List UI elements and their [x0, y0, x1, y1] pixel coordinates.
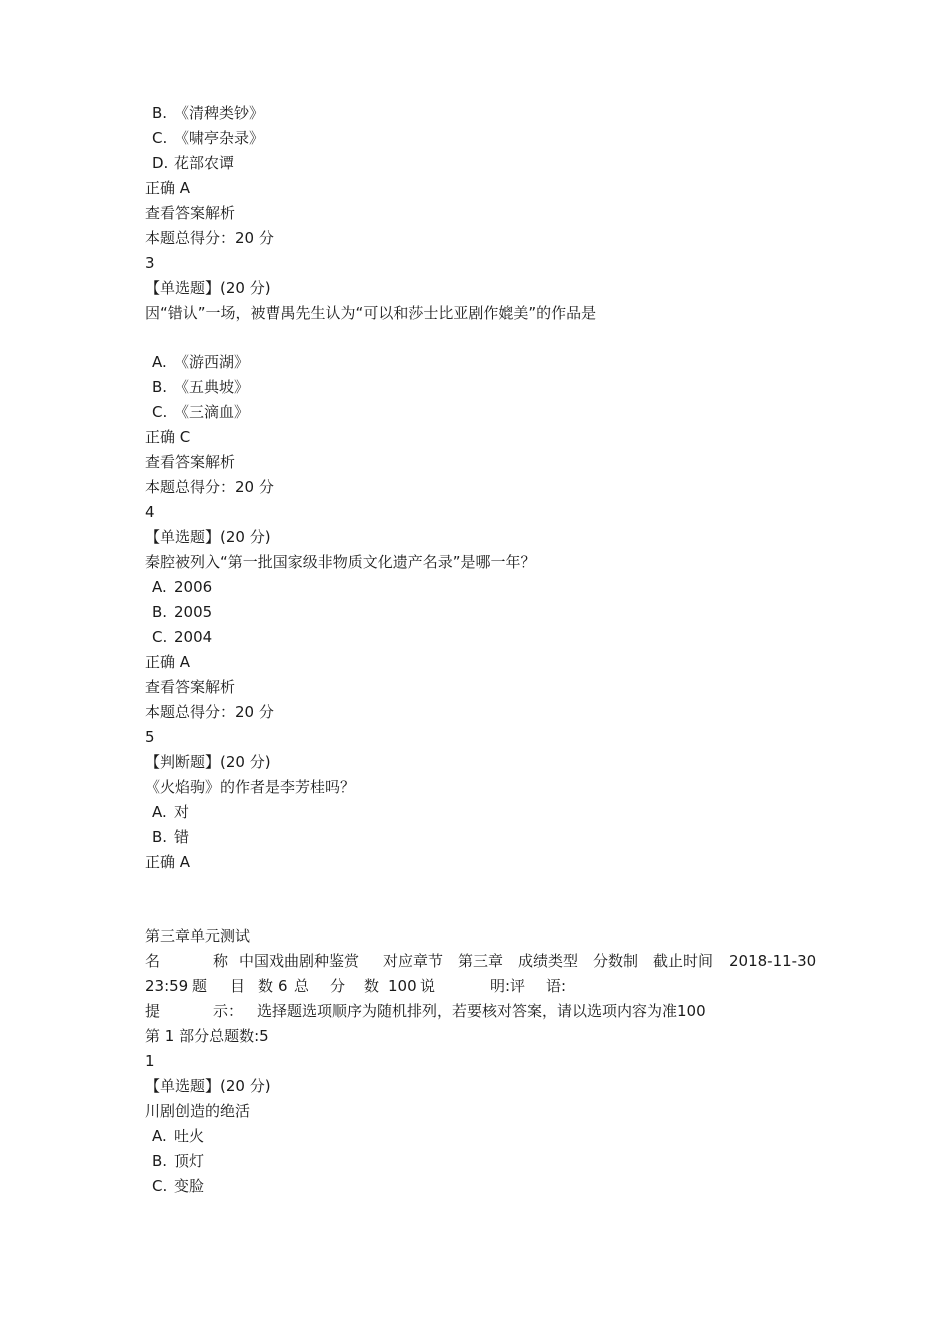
option-c[interactable]	[152, 625, 212, 650]
question-type: 【判断题】(20 分)	[145, 753, 271, 771]
view-analysis-link[interactable]: 查看答案解析	[145, 678, 236, 696]
comment-label: 语:	[546, 977, 567, 995]
option-letter: A.	[152, 353, 167, 371]
deadline-value: 2018-11-30	[729, 952, 817, 970]
name-label-char: 名	[145, 952, 161, 970]
grade-type-value: 分数制	[593, 952, 639, 970]
question-text: 秦腔被列入“第一批国家级非物质文化遗产名录”是哪一年？	[145, 553, 536, 571]
option-b[interactable]	[152, 825, 189, 850]
view-analysis-link[interactable]: 查看答案解析	[145, 453, 236, 471]
option-letter: C.	[152, 628, 168, 646]
view-analysis-link[interactable]: 查看答案解析	[145, 204, 236, 222]
note-label: 明:评	[490, 977, 526, 995]
option-b[interactable]	[152, 375, 249, 400]
question-number: 3	[145, 254, 155, 272]
option-c[interactable]	[152, 1174, 204, 1199]
question-type: 【单选题】(20 分)	[145, 1077, 271, 1095]
option-text: 花部农谭	[174, 154, 235, 172]
part-question-count: 第 1 部分总题数:5	[145, 1027, 269, 1045]
correct-answer: 正确 A	[145, 853, 191, 871]
chapter-value: 第三章	[458, 952, 504, 970]
option-b[interactable]	[152, 600, 212, 625]
tip-text: 选择题选项顺序为随机排列，若要核对答案，请以选项内容为准100	[257, 1002, 706, 1020]
correct-answer: 正确 A	[145, 653, 191, 671]
note-label-char: 说	[420, 977, 436, 995]
option-letter: A.	[152, 578, 167, 596]
option-text: 顶灯	[174, 1152, 205, 1170]
option-a[interactable]	[152, 800, 189, 825]
option-c[interactable]	[152, 400, 249, 425]
option-text: 《五典坡》	[174, 378, 250, 396]
option-c[interactable]	[152, 126, 264, 151]
option-a[interactable]	[152, 575, 212, 600]
option-text: 2004	[174, 628, 213, 646]
option-letter: B.	[152, 828, 168, 846]
option-text: 吐火	[174, 1127, 205, 1145]
tip-label: 示：	[213, 1002, 244, 1020]
option-text: 变脸	[174, 1177, 205, 1195]
question-text: 川剧创造的绝活	[145, 1102, 251, 1120]
option-letter: C.	[152, 129, 168, 147]
option-text: 2006	[174, 578, 213, 596]
option-a[interactable]	[152, 350, 249, 375]
question-score: 本题总得分：20 分	[145, 703, 274, 721]
correct-answer: 正确 A	[145, 179, 191, 197]
question-count-label-char: 题	[192, 977, 208, 995]
total-score-label-char: 分	[330, 977, 346, 995]
total-score-value: 100	[388, 977, 417, 995]
option-b[interactable]	[152, 1149, 204, 1174]
question-count-value: 6	[278, 977, 288, 995]
question-score: 本题总得分：20 分	[145, 229, 274, 247]
section-title: 第三章单元测试	[145, 927, 251, 945]
option-letter: B.	[152, 104, 168, 122]
option-text: 《清稗类钞》	[174, 104, 265, 122]
question-number: 1	[145, 1052, 155, 1070]
question-number: 4	[145, 503, 155, 521]
question-type: 【单选题】(20 分)	[145, 279, 271, 297]
option-letter: A.	[152, 803, 167, 821]
option-letter: C.	[152, 403, 168, 421]
option-b[interactable]	[152, 101, 264, 126]
deadline-time: 23:59	[145, 977, 189, 995]
option-text: 2005	[174, 603, 213, 621]
chapter-label: 对应章节	[383, 952, 444, 970]
option-letter: B.	[152, 378, 168, 396]
question-count-label-char: 数	[258, 977, 274, 995]
option-letter: B.	[152, 1152, 168, 1170]
question-count-label-char: 目	[230, 977, 246, 995]
option-text: 对	[174, 803, 190, 821]
deadline-label: 截止时间	[653, 952, 714, 970]
option-text: 《游西湖》	[174, 353, 250, 371]
name-label-char: 称	[213, 952, 229, 970]
question-text: 《火焰驹》的作者是李芳桂吗？	[145, 778, 356, 796]
grade-type-label: 成绩类型	[518, 952, 579, 970]
option-letter: A.	[152, 1127, 167, 1145]
question-type: 【单选题】(20 分)	[145, 528, 271, 546]
option-text: 《三滴血》	[174, 403, 250, 421]
option-d[interactable]	[152, 151, 234, 176]
option-letter: C.	[152, 1177, 168, 1195]
option-letter: D.	[152, 154, 169, 172]
option-a[interactable]	[152, 1124, 204, 1149]
option-letter: B.	[152, 603, 168, 621]
correct-answer: 正确 C	[145, 428, 191, 446]
total-score-label-char: 数	[364, 977, 380, 995]
total-score-label-char: 总	[294, 977, 310, 995]
question-text: 因“错认”一场，被曹禺先生认为“可以和莎士比亚剧作媲美”的作品是	[145, 304, 597, 322]
option-text: 错	[174, 828, 190, 846]
option-text: 《啸亭杂录》	[174, 129, 265, 147]
tip-label-char: 提	[145, 1002, 161, 1020]
question-score: 本题总得分：20 分	[145, 478, 274, 496]
course-name: 中国戏曲剧种鉴赏	[239, 952, 360, 970]
question-number: 5	[145, 728, 155, 746]
